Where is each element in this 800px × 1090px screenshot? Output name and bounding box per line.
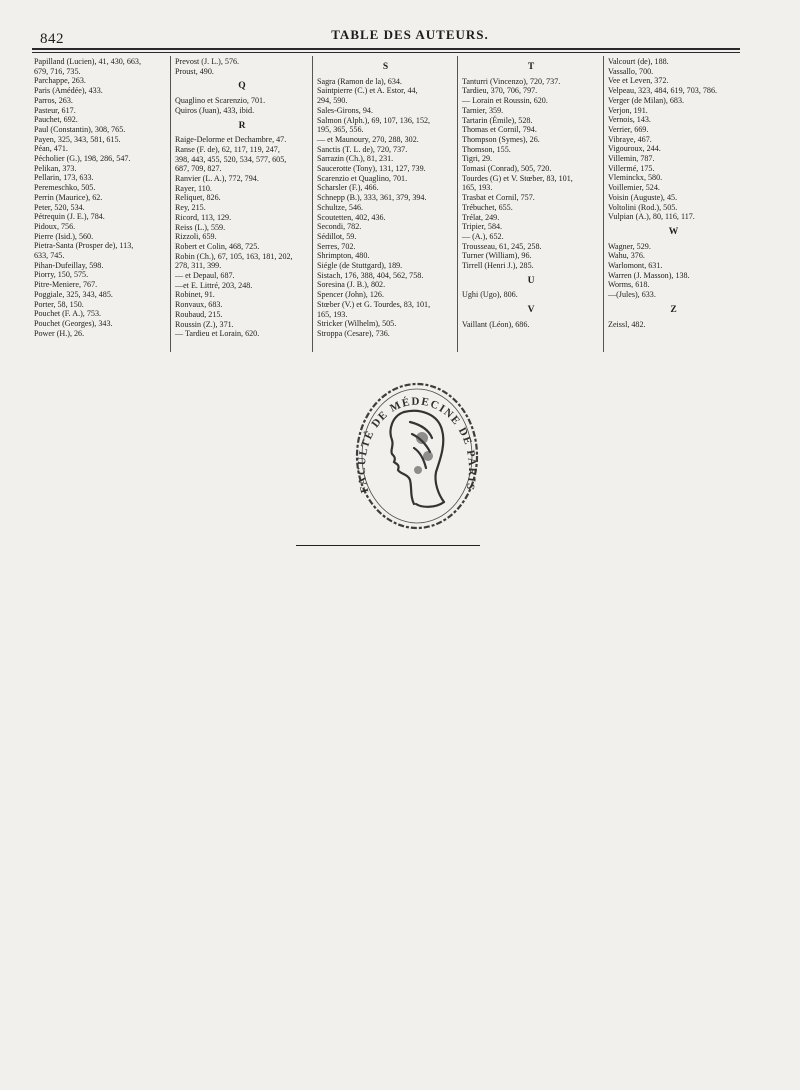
index-entry: Roussin (Z.), 371.	[175, 319, 234, 329]
index-entry: Vassallo, 700.	[608, 66, 654, 76]
index-entry: Vernois, 143.	[608, 115, 651, 125]
index-entry: Poggiale, 325, 343, 485.	[34, 289, 113, 299]
index-column-3	[312, 56, 457, 352]
index-entry: Shrimpton, 480.	[317, 251, 370, 261]
index-entry: Pauchet, 692.	[34, 115, 78, 125]
index-entry-continuation: 165, 193.	[462, 183, 493, 193]
index-entry: Pierre (Isid.), 560.	[34, 231, 94, 241]
index-entry: Paul (Constantin), 308, 765.	[34, 124, 126, 134]
index-entry-continuation: 633, 745.	[34, 251, 65, 261]
index-entry: Peremeschko, 505.	[34, 183, 96, 193]
index-entry: Ranvier (L. A.), 772, 794.	[175, 174, 259, 184]
index-entry-continuation: 165, 193.	[317, 309, 348, 319]
index-entry: Parros, 263.	[34, 95, 73, 105]
index-entry: Saucerotte (Tony), 131, 127, 739.	[317, 164, 426, 174]
index-entry: Soresina (J. B.), 802.	[317, 280, 386, 290]
index-entry: Secondi, 782.	[317, 222, 362, 232]
index-entry: Voillemier, 524.	[608, 183, 660, 193]
index-entry-continuation: 687, 709, 827.	[175, 164, 222, 174]
index-entry: Rey, 215.	[175, 203, 206, 213]
index-entry: Wahu, 376.	[608, 251, 645, 261]
index-entry: Tourdes (G) et V. Stœber, 83, 101,	[462, 173, 573, 183]
index-entry-continuation: 679, 716, 735.	[34, 66, 81, 76]
index-entry: Valcourt (de), 188.	[608, 57, 669, 66]
index-entry: Serres, 702.	[317, 241, 356, 251]
index-entry: Pihan-Dufeillay, 598.	[34, 260, 104, 270]
index-entry: Prevost (J. L.), 576.	[175, 57, 240, 66]
section-letter-v: V	[527, 305, 535, 316]
index-entry: Sanctis (T. L. de), 720, 737.	[317, 144, 408, 154]
section-letter-s: S	[382, 62, 389, 72]
index-entry: Worms, 618.	[608, 280, 650, 290]
index-entry-continuation: — (A.), 652.	[462, 231, 504, 241]
index-entry: Parchappe, 263.	[34, 76, 86, 86]
index-entry: Thompson (Symes), 26.	[462, 134, 540, 144]
section-letter-z: Z	[670, 304, 677, 315]
index-entry: Rayer, 110.	[175, 183, 212, 193]
index-entry: Pietra-Santa (Prosper de), 113,	[34, 241, 134, 251]
index-entry: Stœber (V.) et G. Tourdes, 83, 101,	[317, 299, 431, 309]
index-entry: Porter, 58, 150.	[34, 299, 84, 309]
index-entry: Tirrell (Henri J.), 285.	[462, 261, 534, 271]
index-entry: Wagner, 529.	[608, 241, 651, 251]
header-rule	[32, 48, 740, 50]
section-letter-r: R	[238, 120, 246, 131]
index-entry: Tarnier, 359.	[462, 105, 504, 115]
index-entry: Stricker (Wilhelm), 505.	[317, 319, 397, 329]
index-entry: Vulpian (A.), 80, 116, 117.	[608, 212, 695, 222]
index-entry: Reiss (L.), 559.	[175, 222, 226, 232]
index-entry: Sistach, 176, 388, 404, 562, 758.	[317, 270, 424, 280]
index-entry: Sagra (Ramon de la), 634.	[317, 76, 402, 86]
index-entry: Quaglino et Scarenzio, 701.	[175, 96, 266, 106]
index-entry-continuation: 398, 443, 455, 520, 534, 577, 605,	[175, 154, 287, 164]
index-entry: Pasteur, 617.	[34, 105, 76, 115]
index-entry: Verger (de Milan), 683.	[608, 95, 685, 105]
index-entry: Quiros (Juan), 433, ibid.	[175, 105, 255, 115]
index-entry: Pelikan, 373.	[34, 163, 77, 173]
index-entry: Vleminckx, 580.	[608, 173, 663, 183]
index-entry: Thomas et Cornil, 794.	[462, 125, 537, 135]
index-entry: Warren (J. Masson), 138.	[608, 270, 690, 280]
index-entry: Trébuchet, 655.	[462, 202, 513, 212]
index-entry: Verrier, 669.	[608, 124, 649, 134]
index-entry: Papilland (Lucien), 41, 430, 663,	[34, 57, 141, 66]
index-entry: Salmon (Alph.), 69, 107, 136, 152,	[317, 115, 431, 125]
stamp-seal-icon	[352, 378, 482, 530]
index-entry: Voltolini (Rod.), 505.	[608, 202, 678, 212]
index-entry: Sarrazin (Ch.), 81, 231.	[317, 154, 394, 164]
index-entry: Vaillant (Léon), 686.	[462, 319, 530, 329]
index-entry: Robinet, 91.	[175, 290, 215, 300]
index-entry: Ronvaux, 683.	[175, 300, 223, 310]
index-entry: Raige-Delorme et Dechambre, 47.	[175, 135, 287, 145]
index-entry: Power (H.), 26.	[34, 328, 85, 338]
index-entry: Spencer (John), 126.	[317, 290, 384, 300]
section-letter-q: Q	[238, 81, 246, 92]
index-entry: Tigri, 29.	[462, 154, 493, 164]
index-entry: Scarenzio et Quaglino, 701.	[317, 173, 408, 183]
library-stamp	[352, 378, 482, 530]
section-letter-w: W	[668, 226, 679, 237]
index-entry: Tartarin (Émile), 528.	[462, 115, 533, 125]
index-entry: Pouchet (Georges), 343.	[34, 318, 113, 328]
index-entry: Verjon, 191.	[608, 105, 648, 115]
index-entry: Schnepp (B.), 333, 361, 379, 394.	[317, 193, 427, 203]
index-column-2	[170, 56, 312, 352]
index-entry: Proust, 490.	[175, 66, 214, 76]
index-entry: Pécholier (G.), 198, 286, 547.	[34, 154, 131, 164]
index-entry: Tomasi (Conrad), 505, 720.	[462, 164, 552, 174]
index-entry: Pellarin, 173, 633.	[34, 173, 94, 183]
index-entry: Saintpierre (C.) et A. Estor, 44,	[317, 86, 418, 96]
index-entry: Robin (Ch.), 67, 105, 163, 181, 202,	[175, 251, 293, 261]
index-entry: Paris (Amédée), 433.	[34, 86, 103, 96]
index-entry: Siégle (de Stuttgard), 189.	[317, 261, 403, 271]
index-entry: Scharsler (F.), 466.	[317, 183, 379, 193]
index-entry: Tanturri (Vincenzo), 720, 737.	[462, 76, 561, 86]
page-title: TABLE DES AUTEURS.	[331, 27, 489, 42]
index-entry-continuation: 278, 311, 399.	[175, 261, 222, 271]
index-entry: Sédillot, 59.	[317, 231, 357, 241]
end-rule	[296, 545, 480, 546]
index-entry: Vee et Leven, 372.	[608, 76, 669, 86]
index-entry: Trasbat et Cornil, 757.	[462, 193, 535, 203]
index-entry: Reliquet, 826.	[175, 193, 221, 203]
section-letter-t: T	[527, 62, 535, 72]
index-entry: Ranse (F. de), 62, 117, 119, 247,	[175, 144, 280, 154]
index-column-1	[30, 56, 170, 352]
index-entry: Voisin (Auguste), 45.	[608, 192, 678, 202]
index-entry: Roubaud, 215.	[175, 309, 223, 319]
index-entry-continuation: — et Maunoury, 270, 288, 302.	[317, 134, 419, 144]
index-entry: Velpeau, 323, 484, 619, 703, 786.	[608, 86, 718, 96]
index-entry: Tripier, 584.	[462, 222, 503, 232]
index-entry: Rizzoli, 659.	[175, 232, 217, 242]
index-entry-continuation: — Tardieu et Lorain, 620.	[175, 329, 260, 339]
index-entry: Scoutetten, 402, 436.	[317, 212, 386, 222]
index-entry: Villermé, 175.	[608, 163, 655, 173]
index-entry: Turner (William), 96.	[462, 251, 532, 261]
index-entry: Payen, 325, 343, 581, 615.	[34, 134, 121, 144]
index-entry: Stroppa (Cesare), 736.	[317, 328, 390, 338]
index-entry: —et E. Littré, 203, 248.	[175, 280, 253, 290]
index-entry: Pouchet (F. A.), 753.	[34, 309, 102, 319]
index-entry: Trélat, 249.	[462, 212, 500, 222]
header-rule-thin	[32, 52, 740, 53]
index-entry: Ughi (Ugo), 806.	[462, 290, 518, 300]
index-column-4	[457, 56, 603, 352]
index-entry: Piorry, 150, 575.	[34, 270, 89, 280]
index-entry: Pidoux, 756.	[34, 221, 76, 231]
index-entry: Péan, 471.	[34, 144, 68, 154]
index-entry: Ricord, 113, 129.	[175, 212, 232, 222]
index-entry: —(Jules), 633.	[608, 290, 656, 300]
index-entry: Peter, 520, 534.	[34, 202, 85, 212]
author-index-columns	[30, 56, 742, 352]
index-entry: Schultze, 546.	[317, 202, 364, 212]
section-letter-u: U	[527, 275, 535, 286]
index-entry: Pitre-Meniere, 767.	[34, 280, 98, 290]
index-column-5	[603, 56, 742, 352]
index-entry: Sales-Girons, 94.	[317, 105, 373, 115]
stamp-text: FACULTÉ DE MÉDECINE DE PARIS	[355, 395, 479, 494]
index-entry: Vigouroux, 244.	[608, 144, 661, 154]
index-entry-continuation: 294, 590.	[317, 96, 348, 106]
index-entry: Thomson, 155.	[462, 144, 511, 154]
index-entry: Pétrequin (J. E.), 784.	[34, 212, 105, 222]
index-entry-continuation: — et Depaul, 687.	[175, 271, 235, 281]
index-entry: Warlomont, 631.	[608, 261, 663, 271]
index-entry: Tardieu, 370, 706, 797.	[462, 86, 538, 96]
index-entry-continuation: 195, 365, 556.	[317, 125, 364, 135]
index-entry: Villemin, 787.	[608, 154, 655, 164]
page-number: 842	[40, 31, 64, 47]
index-entry: Trousseau, 61, 245, 258.	[462, 241, 542, 251]
index-entry: Robert et Colin, 468, 725.	[175, 241, 260, 251]
index-entry: Zeissl, 482.	[608, 319, 646, 329]
index-entry: Perrin (Maurice), 62.	[34, 192, 103, 202]
index-entry: Vibraye, 467.	[608, 134, 652, 144]
index-entry-continuation: — Lorain et Roussin, 620.	[462, 96, 548, 106]
